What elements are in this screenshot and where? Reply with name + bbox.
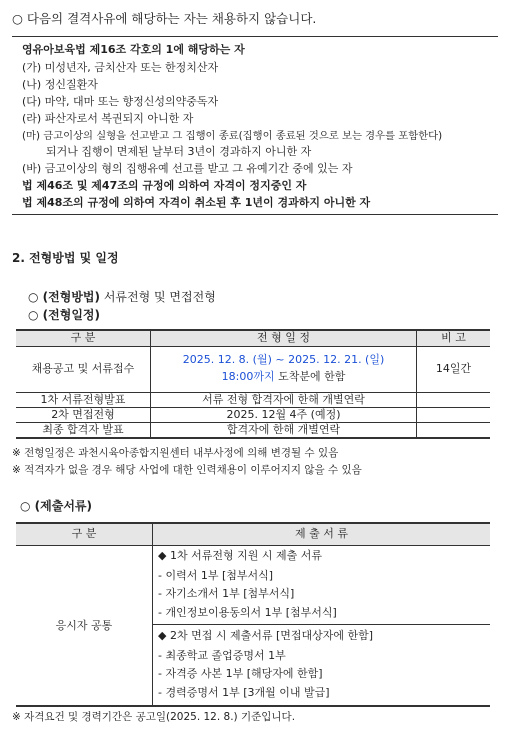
docs-item: - 자격증 사본 1부 [해당자에 한함] <box>158 667 323 680</box>
disq-bottom-rule <box>12 214 498 215</box>
table-header: 비 고 <box>441 331 466 344</box>
disq-item: 법 제46조 및 제47조의 규정에 의하여 자격이 정지중인 자 <box>22 179 307 192</box>
disq-item: 법 제48조의 규정에 의하여 자격이 취소된 후 1년이 경과하지 아니한 자 <box>22 196 371 209</box>
table-rule <box>16 437 490 439</box>
disq-item: (가) 미성년자, 금치산자 또는 한정치산자 <box>22 61 219 74</box>
schedule-label: ○ (전형일정) <box>28 308 100 322</box>
disq-item: 영유아보육법 제16조 각호의 1에 해당하는 자 <box>22 43 245 56</box>
docs-item: - 최종학교 졸업증명서 1부 <box>158 649 286 662</box>
docs-item: - 경력증명서 1부 [3개월 이내 발급] <box>158 686 330 699</box>
disq-item: (나) 정신질환자 <box>22 78 98 91</box>
schedule-note: ※ 적격자가 없을 경우 해당 사업에 대한 인력채용이 이루어지지 않을 수 있음 <box>12 464 362 476</box>
method-text: 서류전형 및 면접전형 <box>103 290 216 304</box>
table-rule <box>16 545 490 546</box>
disq-top-rule <box>12 36 498 37</box>
docs-item: - 이력서 1부 [첨부서식] <box>158 569 274 582</box>
disq-item: (다) 마약, 대마 또는 향정신성의약중독자 <box>22 95 219 108</box>
table-rule <box>16 522 490 524</box>
table-rule <box>16 346 490 347</box>
table-cell: 최종 합격자 발표 <box>42 423 124 436</box>
disq-item: (마) 금고이상의 실형을 선고받고 그 집행이 종료(집행이 종료된 것으로 보는 경우를 포함한다) <box>22 130 443 142</box>
disqualification-intro: ○ 다음의 결격사유에 해당하는 자는 채용하지 않습니다. <box>12 11 317 26</box>
table-cell: 합격자에 한해 개별연락 <box>226 423 341 436</box>
schedule-note: ※ 전형일정은 과천시육아종합지원센터 내부사정에 의해 변경될 수 있음 <box>12 447 339 459</box>
docs-label: ○ (제출서류) <box>20 499 92 513</box>
table-cell: 1차 서류전형발표 <box>40 393 126 406</box>
table-cell: 채용공고 및 서류접수 <box>31 362 135 375</box>
docs-row-label: 응시자 공통 <box>55 619 113 632</box>
docs-header: 구 분 <box>71 527 97 540</box>
footer-note: ※ 자격요건 및 경력기간은 공고일(2025. 12. 8.) 기준입니다. <box>12 711 296 723</box>
disq-item: (라) 파산자로서 복권되지 아니한 자 <box>22 112 194 125</box>
table-cell-date: 2025. 12. 8. (월) ~ 2025. 12. 21. (일) <box>182 353 385 366</box>
table-header: 구 분 <box>70 331 96 344</box>
deadline-time: 18:00까지 <box>221 370 275 383</box>
deadline-rest: 도착분에 한함 <box>274 370 346 383</box>
table-rule <box>16 705 490 707</box>
method-label: ○ (전형방법) <box>28 290 100 304</box>
docs-group1-title: ◆ 1차 서류전형 지원 시 제출 서류 <box>158 549 322 562</box>
section-title: 2. 전형방법 및 일정 <box>12 251 119 265</box>
table-rule <box>152 523 153 706</box>
table-cell: 14일간 <box>435 362 472 375</box>
table-header: 전 형 일 정 <box>257 331 310 344</box>
disq-item: 되거나 집행이 면제된 날부터 3년이 경과하지 아니한 자 <box>46 145 312 158</box>
docs-group2-title: ◆ 2차 면접 시 제출서류 [면접대상자에 한함] <box>158 629 374 642</box>
table-cell: 서류 전형 합격자에 한해 개별연락 <box>202 393 365 406</box>
table-rule <box>416 330 417 438</box>
method-line <box>28 290 216 304</box>
docs-item: - 개인정보이용동의서 1부 [첨부서식] <box>158 606 337 619</box>
docs-item: - 자기소개서 1부 [첨부서식] <box>158 587 295 600</box>
table-cell: 2차 면접전형 <box>51 408 115 421</box>
disq-item: (바) 금고이상의 형의 집행유예 선고를 받고 그 유예기간 중에 있는 자 <box>22 162 353 175</box>
table-cell: 2025. 12월 4주 (예정) <box>226 408 341 421</box>
table-cell-deadline <box>151 370 416 384</box>
docs-header: 제 출 서 류 <box>295 527 348 540</box>
table-rule <box>152 624 490 625</box>
